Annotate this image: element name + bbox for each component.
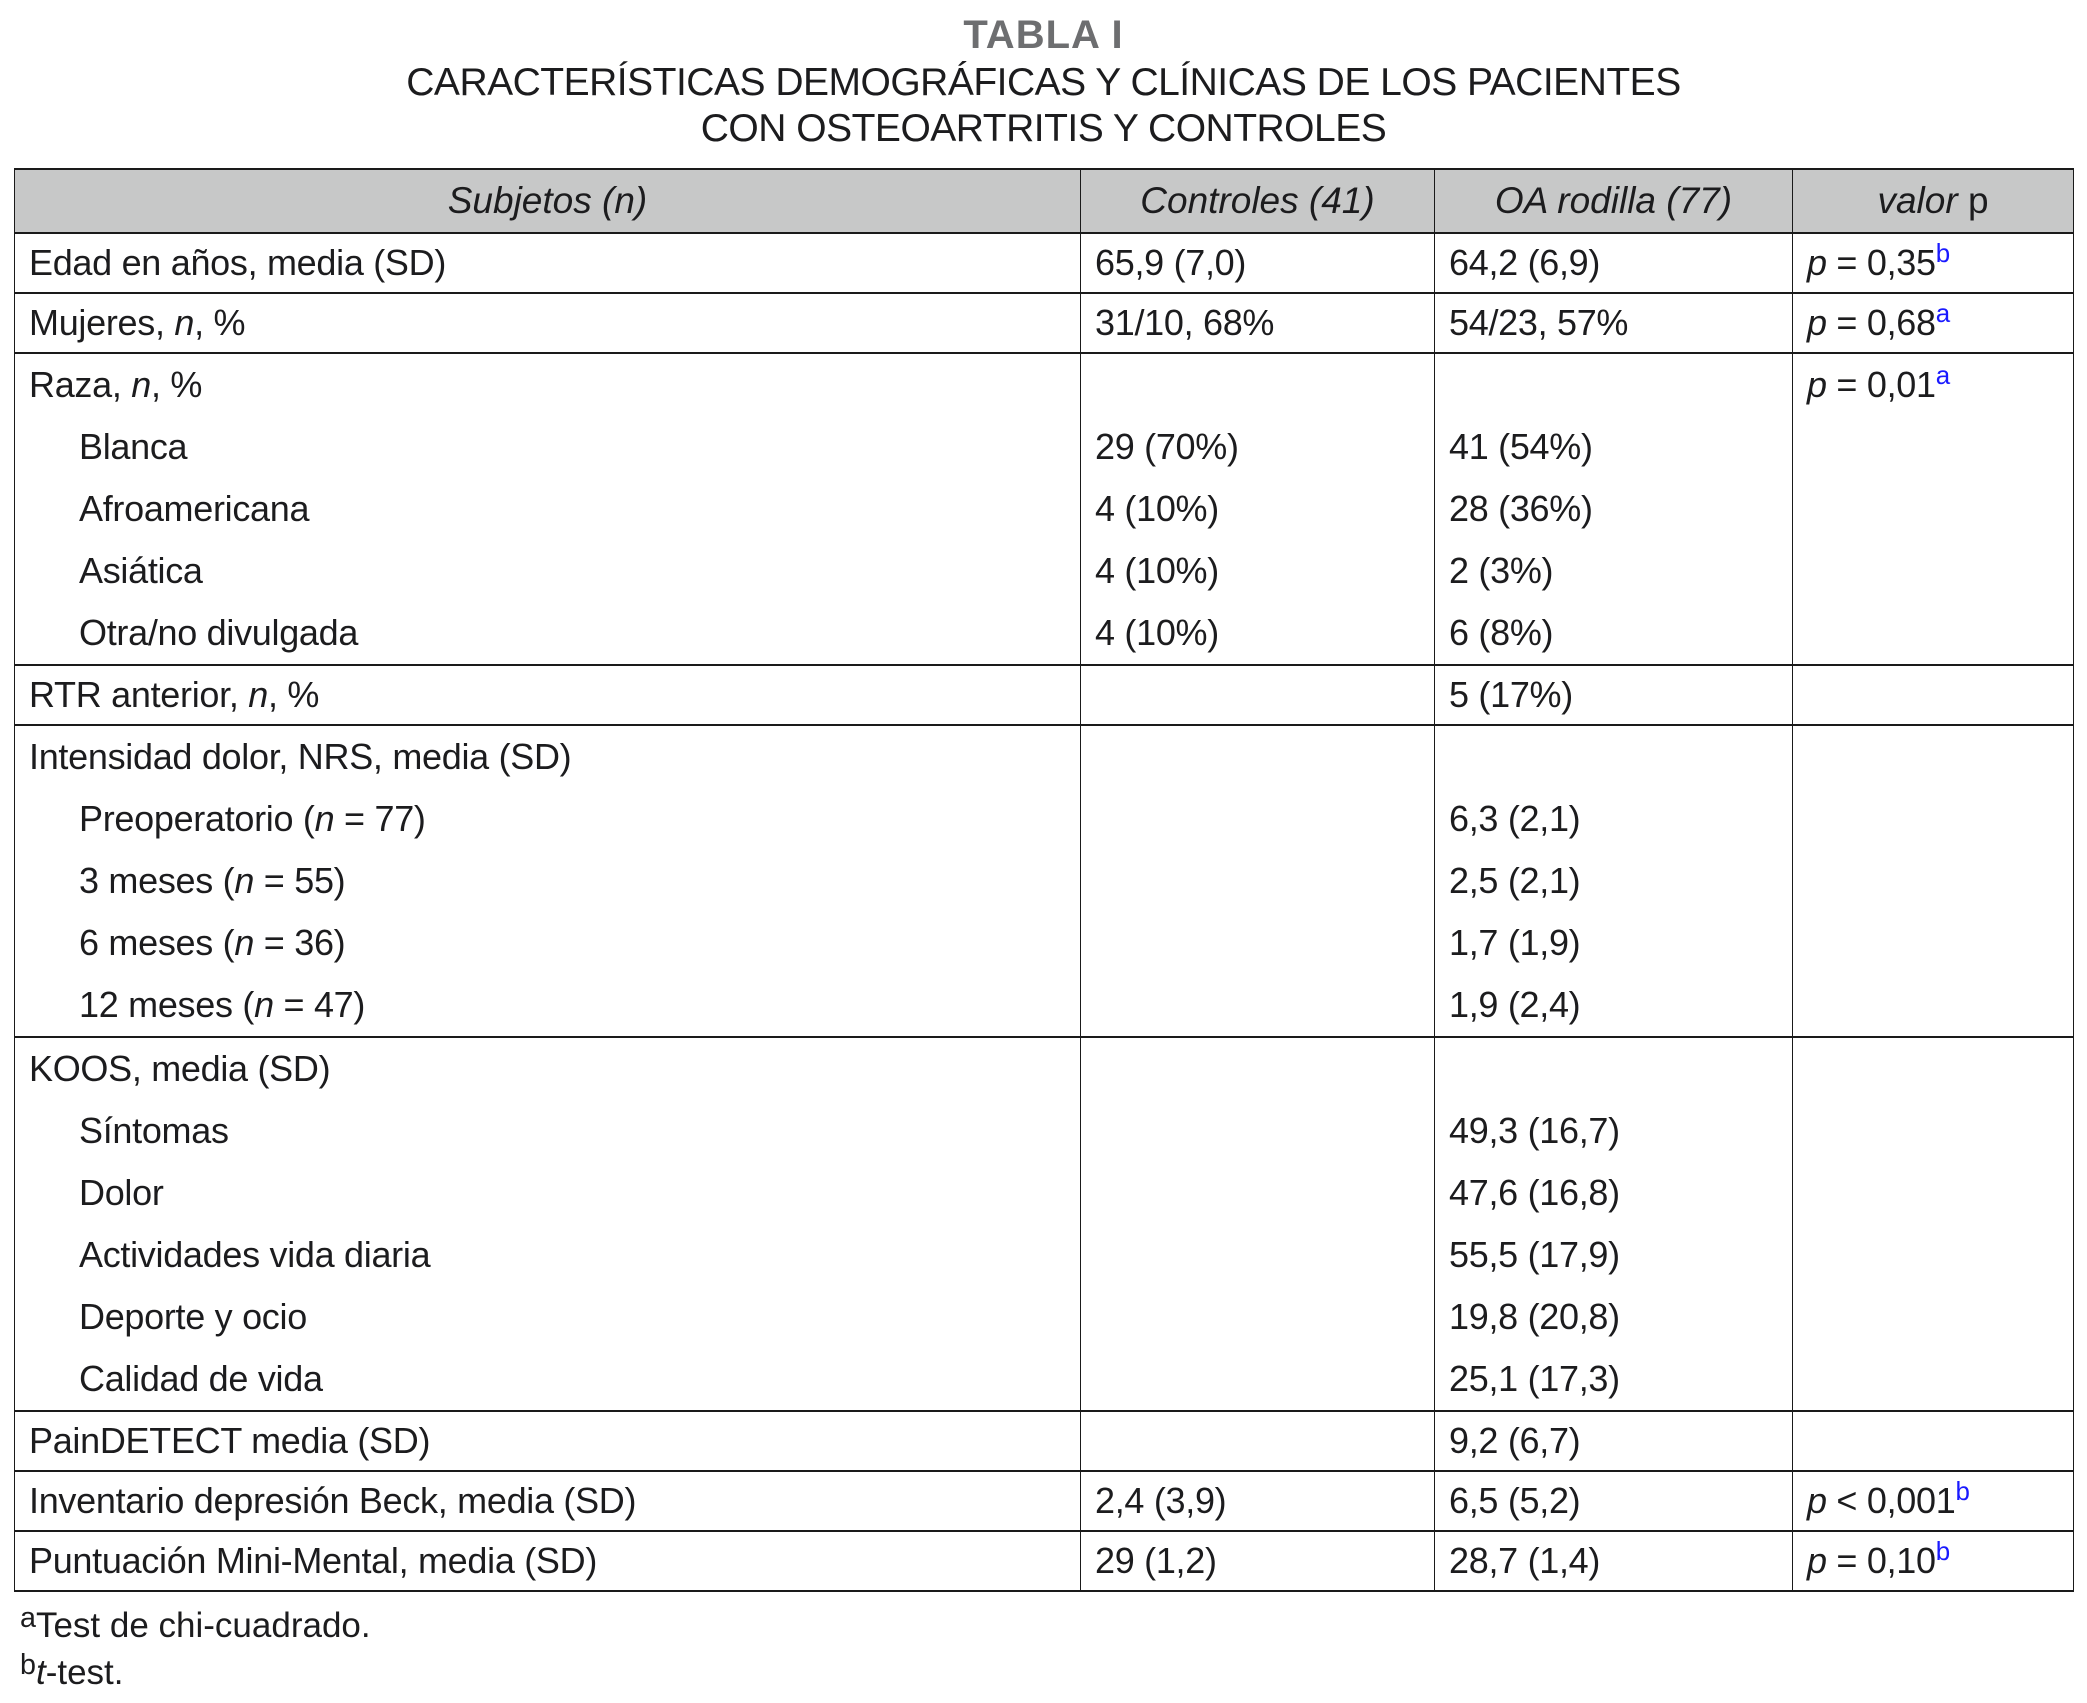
oa-value: 64,2 (6,9) [1449, 242, 1601, 283]
raza-oa-cell [1435, 353, 1793, 665]
oa-value: 47,6 (16,8) [1449, 1172, 1620, 1213]
header-row [15, 169, 2074, 233]
beck-p-cell [1793, 1471, 2074, 1531]
controls-value: 29 (70%) [1095, 426, 1239, 467]
raza-controls-cell [1081, 353, 1435, 665]
controls-value: 4 (10%) [1095, 550, 1219, 591]
demographics-table [14, 168, 2074, 1592]
mujeres-p-cell [1793, 293, 2074, 353]
row-label: KOOS, media (SD) [29, 1048, 331, 1089]
oa-value: 49,3 (16,7) [1449, 1110, 1620, 1151]
empty-line [1449, 1038, 1778, 1100]
row-label: Intensidad dolor, NRS, media (SD) [29, 736, 572, 777]
empty-line [1449, 354, 1778, 416]
row-sublabel-6-meses: 6 meses (n = 36) [79, 922, 346, 963]
oa-value: 6 (8%) [1449, 612, 1554, 653]
header-subjects [15, 169, 1081, 233]
controls-value: 4 (10%) [1095, 488, 1219, 529]
row-minimental [15, 1531, 2074, 1591]
oa-value: 25,1 (17,3) [1449, 1358, 1620, 1399]
controls-value: 4 (10%) [1095, 612, 1219, 653]
row-rtr [15, 665, 2074, 725]
empty-line [1449, 726, 1778, 788]
row-intensidad-dolor [15, 725, 2074, 1037]
oa-value: 6,3 (2,1) [1449, 798, 1581, 839]
oa-value: 28,7 (1,4) [1449, 1540, 1601, 1581]
header-oa-knee [1435, 169, 1793, 233]
oa-value: 2,5 (2,1) [1449, 860, 1581, 901]
mujeres-oa-cell [1435, 293, 1793, 353]
row-label: Puntuación Mini-Mental, media (SD) [29, 1540, 598, 1581]
koos-oa-cell [1435, 1037, 1793, 1411]
paindetect-p-cell [1793, 1411, 2074, 1471]
row-sublabel-afroamericana: Afroamericana [79, 488, 310, 529]
row-sublabel-12-meses: 12 meses (n = 47) [79, 984, 366, 1025]
beck-controls-cell [1081, 1471, 1435, 1531]
intensidad-label-cell [15, 725, 1081, 1037]
row-sublabel-otra: Otra/no divulgada [79, 612, 359, 653]
oa-value: 1,9 (2,4) [1449, 984, 1581, 1025]
row-label: PainDETECT media (SD) [29, 1420, 431, 1461]
p-value: p = 0,10$^b$ [1807, 1538, 1950, 1581]
raza-p-cell [1793, 353, 2074, 665]
edad-oa-cell [1435, 233, 1793, 293]
beck-oa-cell [1435, 1471, 1793, 1531]
edad-label-cell [15, 233, 1081, 293]
controls-value: 2,4 (3,9) [1095, 1480, 1227, 1521]
paindetect-oa-cell [1435, 1411, 1793, 1471]
header-controls-label: Controles (41) [1140, 180, 1375, 221]
header-oa-knee-label: OA rodilla (77) [1494, 180, 1733, 221]
footnote-t-test: $^b$t-test. [20, 1648, 124, 1692]
edad-p-cell [1793, 233, 2074, 293]
minimental-label-cell [15, 1531, 1081, 1591]
p-value: p = 0,35$^b$ [1807, 240, 1950, 283]
mujeres-label-cell [15, 293, 1081, 353]
oa-value: 19,8 (20,8) [1449, 1296, 1620, 1337]
minimental-p-cell [1793, 1531, 2074, 1591]
oa-value: 1,7 (1,9) [1449, 922, 1581, 963]
table-title-block [14, 10, 2073, 152]
p-value: p = 0,68$^a$ [1807, 300, 1950, 343]
row-label: Mujeres, n, % [29, 302, 246, 343]
header-controls [1081, 169, 1435, 233]
row-sublabel-calidad: Calidad de vida [79, 1358, 323, 1399]
edad-controls-cell [1081, 233, 1435, 293]
row-beck [15, 1471, 2074, 1531]
header-p-value-label-roman: p [1967, 180, 1989, 221]
paindetect-label-cell [15, 1411, 1081, 1471]
footnotes [20, 1602, 2073, 1696]
table-subtitle-line2: CON OSTEOARTRITIS Y CONTROLES [700, 107, 1387, 150]
row-sublabel-dolor: Dolor [79, 1172, 164, 1213]
oa-value: 55,5 (17,9) [1449, 1234, 1620, 1275]
intensidad-p-cell [1793, 725, 2074, 1037]
oa-value: 28 (36%) [1449, 488, 1593, 529]
header-p-value [1793, 169, 2074, 233]
row-sublabel-3-meses: 3 meses (n = 55) [79, 860, 346, 901]
row-raza [15, 353, 2074, 665]
rtr-oa-cell [1435, 665, 1793, 725]
paindetect-controls-cell [1081, 1411, 1435, 1471]
rtr-p-cell [1793, 665, 2074, 725]
minimental-controls-cell [1081, 1531, 1435, 1591]
intensidad-oa-cell [1435, 725, 1793, 1037]
oa-value: 54/23, 57% [1449, 302, 1629, 343]
koos-p-cell [1793, 1037, 2074, 1411]
row-sublabel-blanca: Blanca [79, 426, 188, 467]
koos-label-cell [15, 1037, 1081, 1411]
row-label: Edad en años, media (SD) [29, 242, 447, 283]
mujeres-controls-cell [1081, 293, 1435, 353]
table-number-title: TABLA I [963, 13, 1124, 57]
row-sublabel-sintomas: Síntomas [79, 1110, 229, 1151]
controls-value: 31/10, 68% [1095, 302, 1275, 343]
p-value: p < 0,001$^b$ [1807, 1478, 1970, 1521]
rtr-label-cell [15, 665, 1081, 725]
rtr-controls-cell [1081, 665, 1435, 725]
koos-controls-cell [1081, 1037, 1435, 1411]
row-koos [15, 1037, 2074, 1411]
row-label: Inventario depresión Beck, media (SD) [29, 1480, 637, 1521]
oa-value: 2 (3%) [1449, 550, 1554, 591]
header-subjects-label: Subjetos (n) [447, 180, 648, 221]
empty-line [1095, 354, 1420, 416]
row-mujeres [15, 293, 2074, 353]
row-sublabel-actividades: Actividades vida diaria [79, 1234, 431, 1275]
row-paindetect [15, 1411, 2074, 1471]
header-p-value-label-italic: valor [1877, 180, 1958, 221]
row-sublabel-asiatica: Asiática [79, 550, 203, 591]
row-edad [15, 233, 2074, 293]
table-subtitle-line1: CARACTERÍSTICAS DEMOGRÁFICAS Y CLÍNICAS DE LOS PACIENTES [406, 61, 1681, 104]
controls-value: 29 (1,2) [1095, 1540, 1217, 1581]
controls-value: 65,9 (7,0) [1095, 242, 1247, 283]
minimental-oa-cell [1435, 1531, 1793, 1591]
footnote-chi-squared: $^a$Test de chi-cuadrado. [20, 1601, 371, 1645]
row-label: RTR anterior, n, % [29, 674, 320, 715]
intensidad-controls-cell [1081, 725, 1435, 1037]
row-sublabel-deporte: Deporte y ocio [79, 1296, 307, 1337]
row-label: Raza, n, % [29, 364, 203, 405]
oa-value: 5 (17%) [1449, 674, 1573, 715]
beck-label-cell [15, 1471, 1081, 1531]
p-value: p = 0,01$^a$ [1807, 362, 1950, 405]
oa-value: 9,2 (6,7) [1449, 1420, 1581, 1461]
raza-label-cell [15, 353, 1081, 665]
oa-value: 6,5 (5,2) [1449, 1480, 1581, 1521]
oa-value: 41 (54%) [1449, 426, 1593, 467]
row-sublabel-preoperatorio: Preoperatorio (n = 77) [79, 798, 426, 839]
